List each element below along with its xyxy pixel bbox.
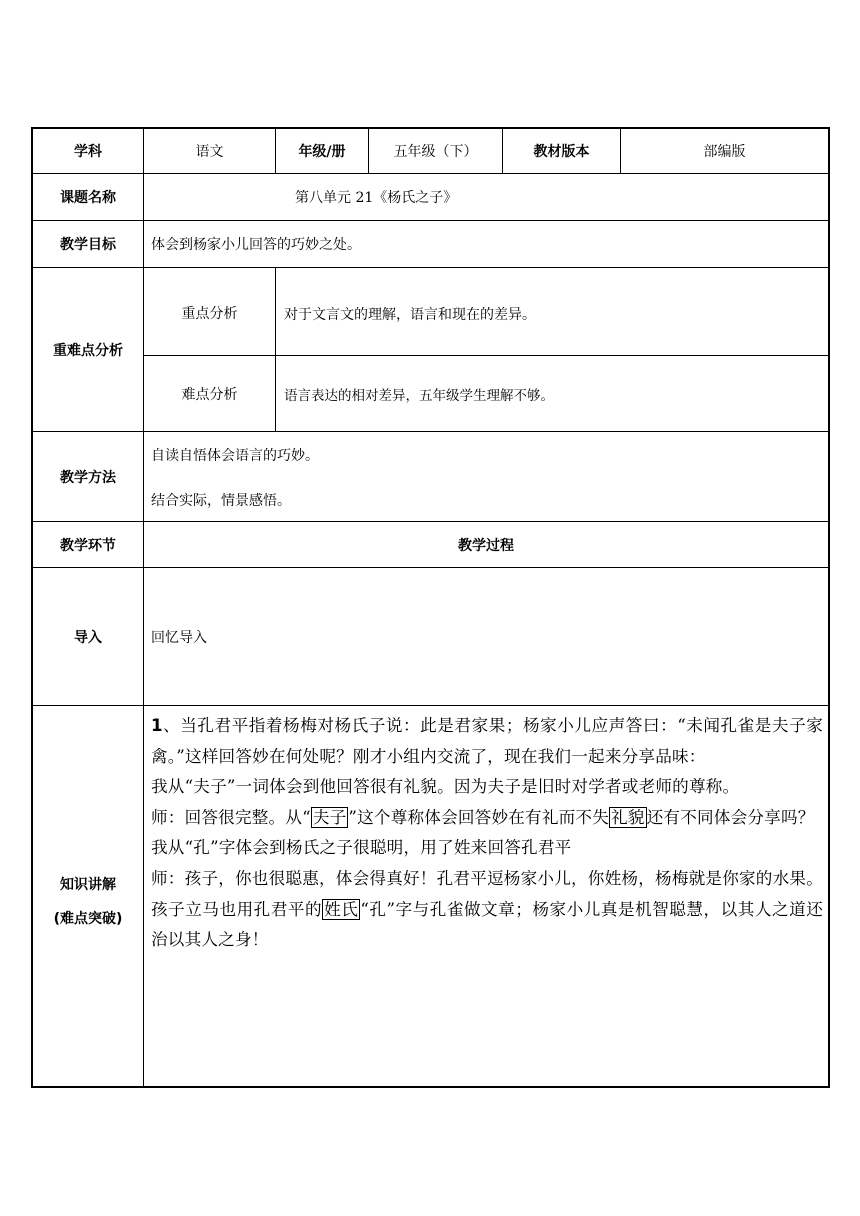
col-divider [275, 267, 276, 431]
knowledge-paragraph-4: 我从“孔”字体会到杨氏之子很聪明，用了姓来回答孔君平 [151, 838, 572, 858]
subject-value: 语文 [195, 144, 224, 160]
knowledge-content [151, 711, 823, 956]
paragraph-text: 还有不同体会分享吗？ [646, 807, 815, 827]
lesson-value: 第八单元 21《杨氏之子》 [295, 190, 458, 206]
knowledge-label [33, 706, 143, 1086]
key-analysis-value: 对于文言文的理解，语言和现在的差异。 [284, 307, 536, 323]
row-divider [31, 705, 829, 706]
paragraph-text: 师：孩子，你也很聪惠，体会得真好！孔君平逗杨家小儿，你姓杨，杨梅就是你家的水果。孩子立马也用孔君平的 [151, 868, 823, 919]
row-divider [31, 431, 829, 432]
intro-value: 回忆导入 [151, 629, 207, 646]
col-divider [143, 127, 144, 1088]
boxed-term: 姓氏 [324, 899, 359, 919]
boxed-term: 夫子 [312, 807, 347, 827]
grade-value: 五年级（下） [393, 144, 478, 160]
lesson-label: 课题名称 [60, 190, 116, 206]
process-header: 教学过程 [458, 537, 514, 554]
grade-label: 年级/册 [298, 144, 346, 160]
edition-label: 教材版本 [533, 144, 590, 160]
difficult-analysis-value: 语言表达的相对差异，五年级学生理解不够。 [284, 387, 554, 404]
paragraph-text: ”这个尊称体会回答妙在有礼而不失 [348, 807, 610, 827]
analysis-label: 重难点分析 [53, 342, 123, 359]
table-border-right [828, 127, 830, 1088]
boxed-term: 礼貌 [611, 807, 645, 827]
knowledge-paragraph-3 [151, 803, 823, 834]
goal-value: 体会到杨家小儿回答的巧妙之处。 [151, 237, 361, 253]
stage-header: 教学环节 [60, 537, 116, 554]
knowledge-label-line-1: 知识讲解 [60, 877, 116, 893]
subject-label: 学科 [74, 144, 102, 160]
knowledge-paragraph-1 [151, 711, 823, 772]
method-label: 教学方法 [60, 469, 116, 486]
row-divider [31, 267, 829, 268]
paragraph-text: 师：回答很完整。从“ [151, 807, 311, 827]
paragraph-text: 、当孔君平指着杨梅对杨氏子说：此是君家果；杨家小儿应声答曰：“未闻孔雀是夫子家禽。”这样回答妙在何处呢？刚才小组内交流了，现在我们一起来分享品味： [151, 716, 823, 766]
knowledge-paragraph-5 [151, 864, 823, 956]
knowledge-label-line-2: (难点突破) [53, 911, 123, 927]
paragraph-text: “孔”字与孔雀做文章；杨家小儿真是机智聪慧，以其人之道还治以其人之身！ [151, 899, 823, 950]
method-line-1: 自读自悟体会语言的巧妙。 [151, 448, 319, 464]
table-border-bottom [31, 1086, 829, 1088]
method-line-2: 结合实际，情景感悟。 [151, 493, 291, 509]
key-analysis-label: 重点分析 [181, 306, 238, 322]
difficult-analysis-label: 难点分析 [181, 386, 238, 403]
paragraph-number: 1 [151, 716, 163, 735]
edition-value: 部编版 [703, 144, 746, 160]
intro-label: 导入 [74, 629, 102, 646]
knowledge-paragraph-2: 我从“夫子”一词体会到他回答很有礼貌。因为夫子是旧时对学者或老师的尊称。 [151, 777, 740, 797]
goal-label: 教学目标 [60, 237, 116, 253]
